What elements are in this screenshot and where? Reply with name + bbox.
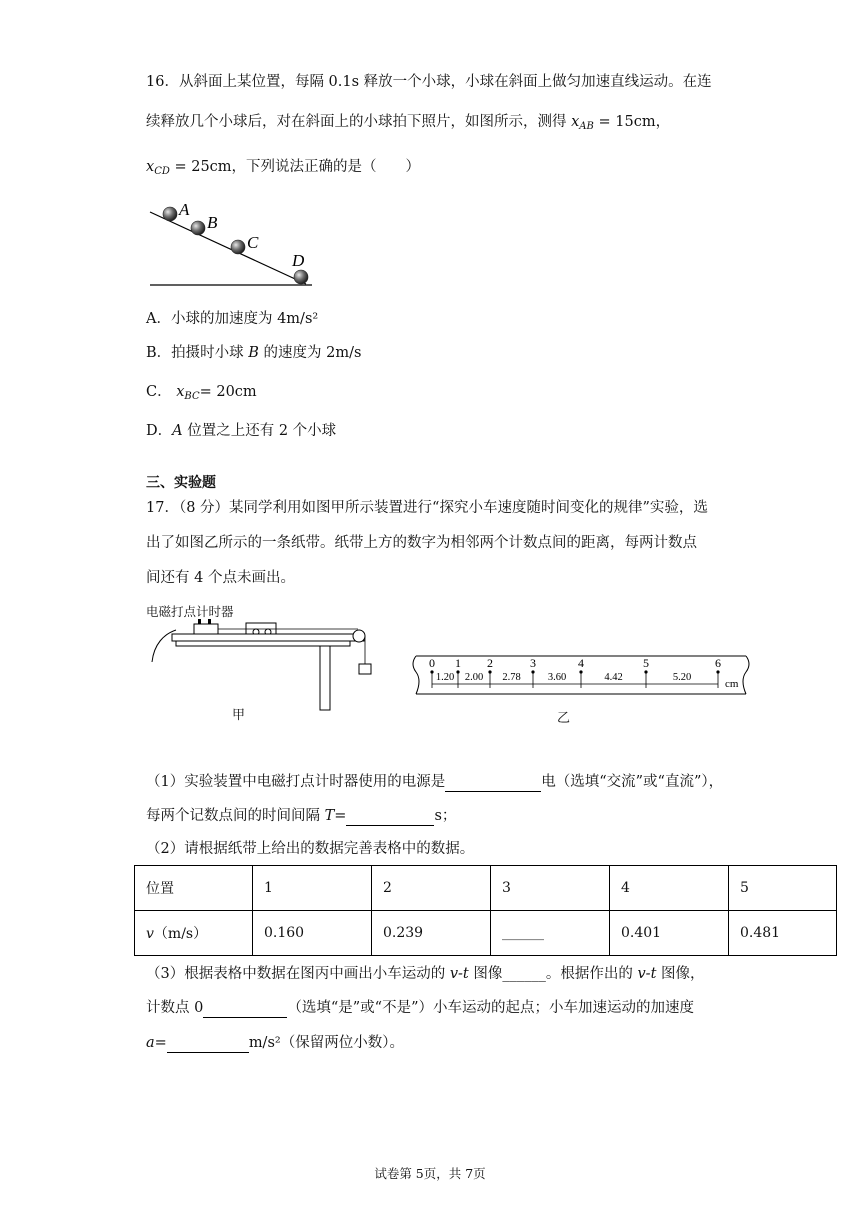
q17-p3-end: 图像， [656, 966, 705, 982]
table-header-cell: 4 [610, 866, 729, 911]
tape-distance-label: 2.78 [502, 672, 521, 683]
tape-point-label: 3 [530, 656, 536, 670]
q17-p3-vt: v-t [449, 966, 469, 982]
timer-icon [194, 624, 218, 634]
acceleration-blank[interactable] [167, 1052, 249, 1053]
weight-icon [359, 664, 371, 674]
xcd-sub: CD [154, 166, 170, 177]
table-header-cell: 3 [491, 866, 610, 911]
tape-point-label: 2 [487, 656, 493, 670]
q16-line3 [146, 157, 420, 182]
tape-right-tear [743, 656, 749, 694]
q17-line1: 17．（8 分）某同学利用如图甲所示装置进行“探究小车速度随时间变化的规律”实验，选 [146, 500, 708, 516]
option-b-ball: B [248, 345, 259, 361]
q17-p3-vt2: v-t [637, 966, 657, 982]
tape-unit: cm [725, 678, 739, 690]
option-c-pre: C． [146, 384, 172, 400]
tape-left-tear [413, 656, 419, 694]
table-cell-blank[interactable]: ______ [491, 911, 610, 956]
table-header-cell: 5 [729, 866, 837, 911]
table-header-cell: 位置 [135, 866, 253, 911]
option-b [146, 343, 361, 363]
timer-terminal-2 [208, 619, 211, 624]
velocity-table [134, 865, 837, 956]
tape-distance-label: 1.20 [435, 672, 455, 683]
tape-distance-label: 4.42 [604, 672, 623, 683]
table-cell: 0.160 [253, 911, 372, 956]
ball-a [163, 207, 177, 221]
table-cell: 0.481 [729, 911, 837, 956]
table-row-label [135, 911, 253, 956]
table-row [135, 866, 837, 911]
pulley-icon [353, 630, 365, 642]
option-c-sub: BC [184, 391, 200, 402]
tape-point-label: 0 [429, 656, 435, 670]
option-c [146, 382, 257, 407]
option-d-pre: D． [146, 423, 173, 439]
incline-slope [150, 212, 306, 284]
tape-distance-label: 3.60 [547, 672, 567, 683]
q17-p3c-eq: = [154, 1035, 167, 1051]
option-d-post: 位置之上还有 2 个小球 [182, 423, 337, 439]
option-b-pre: B．拍摄时小球 [146, 345, 249, 361]
apparatus-label: 电磁打点计时器 [146, 604, 234, 619]
q16-line1: 16．从斜面上某位置，每隔 0.1s 释放一个小球，小球在斜面上做匀加速直线运动。在连 [146, 74, 712, 90]
paper-tape-figure [406, 650, 756, 700]
xab-label: x [571, 114, 580, 130]
q17-p3c-post: m/s²（保留两位小数）。 [248, 1035, 404, 1051]
q17-p1 [146, 772, 723, 792]
q17-p3-pre: （3）根据表格中数据在图丙中画出小车运动的 [146, 966, 450, 982]
section-title: 三、实验题 [146, 475, 216, 491]
incline-figure [146, 196, 316, 292]
q17-p3b [146, 998, 694, 1018]
tape-distance-label: 5.20 [672, 672, 692, 683]
interval-blank[interactable] [346, 825, 434, 826]
q16-line2 [146, 112, 670, 137]
q17-line3: 间还有 4 个点未画出。 [146, 570, 295, 586]
xab-sub: AB [579, 121, 594, 132]
q17-p3-post: 。根据作出的 [545, 966, 638, 982]
option-d-ball: A [172, 423, 183, 439]
table-leg [320, 646, 330, 710]
q17-p3c [146, 1033, 404, 1053]
power-type-blank[interactable] [445, 791, 541, 792]
caption-yi: 乙 [557, 711, 571, 726]
q16-line2-text: 续释放几个小球后，对在斜面上的小球拍下照片，如图所示，测得 [146, 114, 567, 130]
tape-distance-label: 2.00 [464, 672, 484, 683]
ball-b [191, 221, 205, 235]
apparatus-figure [146, 614, 386, 714]
tape-point-label: 6 [715, 656, 721, 670]
tape-point-label: 5 [643, 656, 649, 670]
tape-point-label: 1 [455, 656, 461, 670]
option-c-x: x [176, 384, 185, 400]
q17-p3b-pre: 计数点 0 [146, 1000, 204, 1016]
table-top [176, 641, 350, 646]
table-cell: 0.239 [372, 911, 491, 956]
table-row [135, 911, 837, 956]
q17-p1b [146, 806, 456, 826]
xab-value: = 15cm， [598, 114, 671, 130]
q17-p1b-post: s； [434, 808, 457, 824]
caption-jia: 甲 [232, 708, 246, 723]
label-b: B [207, 213, 218, 232]
option-c-post: = 20cm [199, 384, 257, 400]
label-d: D [292, 251, 305, 270]
q17-p3-mid: 图像 [468, 966, 503, 982]
tape-point-label: 4 [578, 656, 584, 670]
velocity-symbol: v [146, 926, 154, 942]
timer-terminal-1 [198, 619, 201, 624]
tape-distances-group [436, 672, 691, 683]
label-c: C [247, 233, 259, 252]
ball-d [294, 270, 308, 284]
label-a: A [179, 200, 190, 219]
q17-p1b-T: T [324, 808, 335, 824]
q17-p3 [146, 964, 705, 984]
q17-p1-pre: （1）实验装置中电磁打点计时器使用的电源是 [146, 774, 446, 790]
option-b-post: 的速度为 2m/s [258, 345, 362, 361]
q17-p1b-pre: 每两个记数点间的时间间隔 [146, 808, 325, 824]
option-d [146, 421, 336, 441]
origin-blank[interactable] [203, 1017, 287, 1018]
table-header-cell: 1 [253, 866, 372, 911]
table-header-cell: 2 [372, 866, 491, 911]
q17-p1-post: 电（选填“交流”或“直流”）， [541, 774, 724, 790]
q17-p2: （2）请根据纸带上给出的数据完善表格中的数据。 [146, 841, 475, 857]
track-board [172, 634, 364, 641]
option-a: A．小球的加速度为 4m/s² [146, 311, 319, 327]
ball-c [231, 240, 245, 254]
q17-p3b-post: （选填“是”或“不是”）小车运动的起点；小车加速运动的加速度 [287, 1000, 694, 1016]
page-footer: 试卷第 5页，共 7页 [374, 1166, 486, 1181]
q16-line3-text: = 25cm，下列说法正确的是（ ） [174, 159, 421, 175]
table-cell: 0.401 [610, 911, 729, 956]
xcd-label: x [146, 159, 155, 175]
q17-p3c-a: a [146, 1035, 155, 1051]
velocity-unit: （m/s） [153, 926, 208, 942]
q17-p1b-eq: = [334, 808, 347, 824]
q17-line2: 出了如图乙所示的一条纸带。纸带上方的数字为相邻两个计数点间的距离，每两计数点 [146, 535, 697, 551]
graph-blank[interactable]: ______ [502, 966, 546, 982]
